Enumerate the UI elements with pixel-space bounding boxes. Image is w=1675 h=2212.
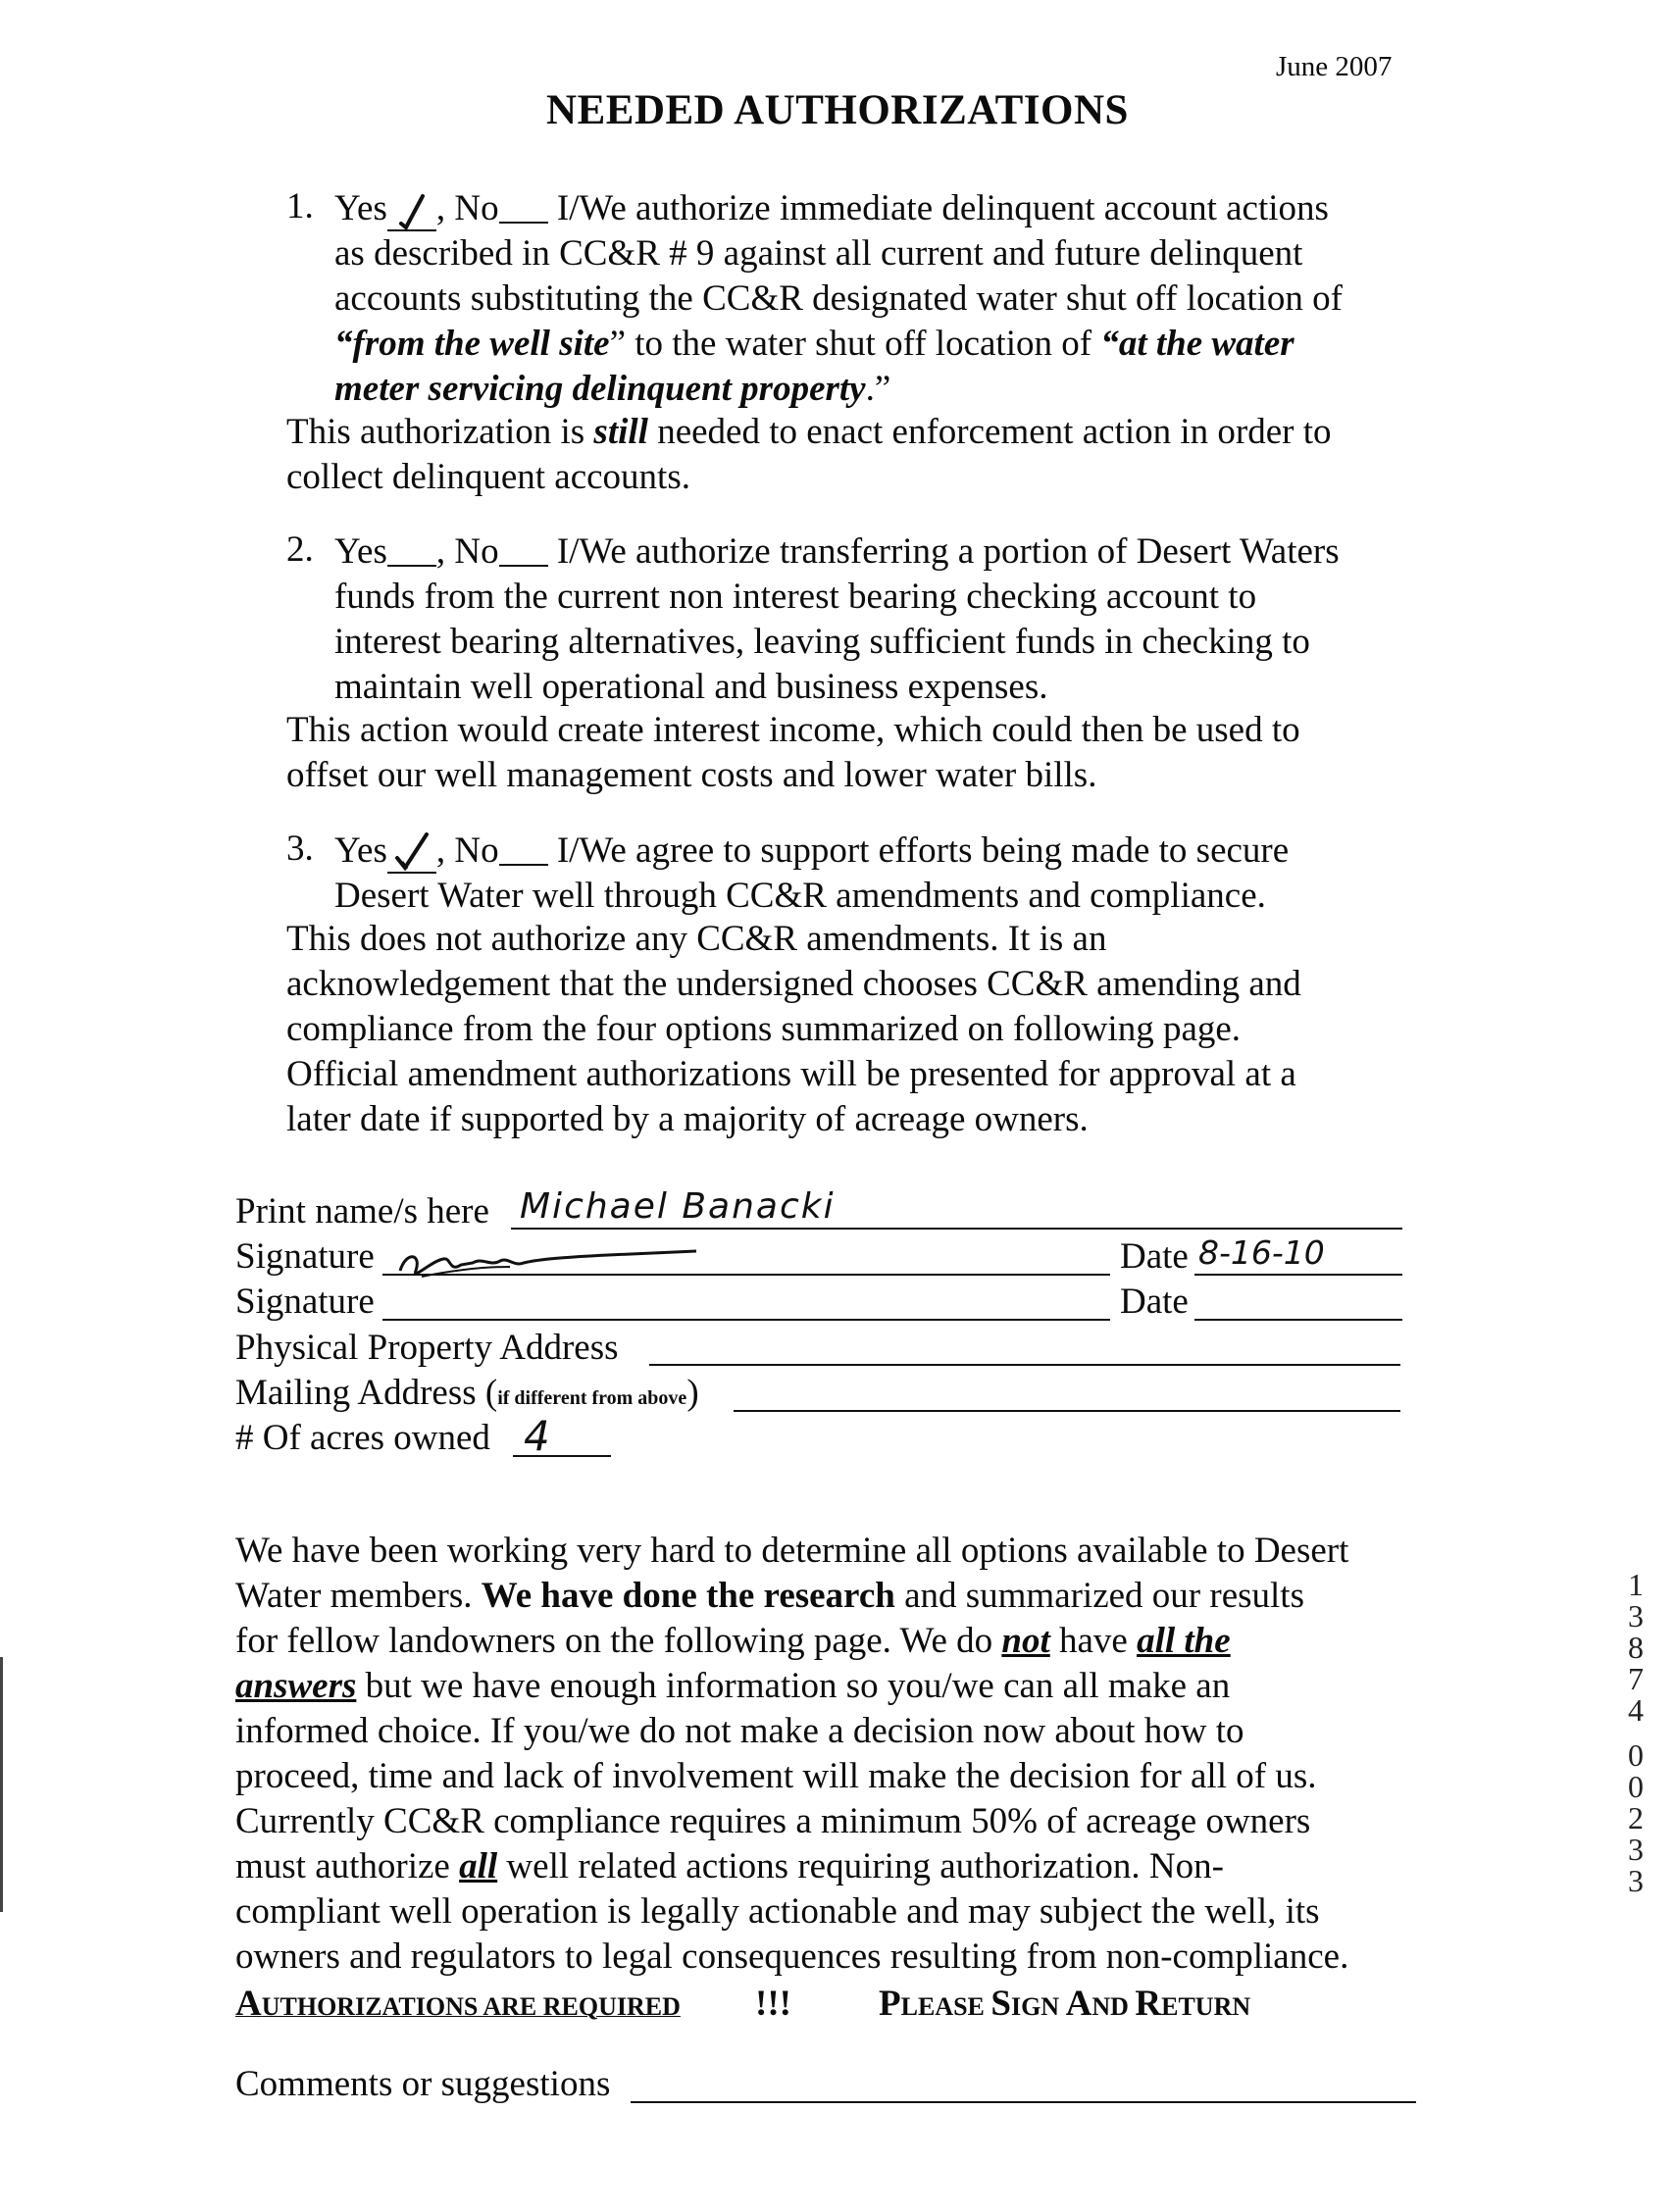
emphasis-text: from the well site	[352, 324, 610, 364]
signature-field-2[interactable]	[382, 1319, 1110, 1321]
item-3-line-2: Desert Water well through CC&R amendments and compliance.	[334, 876, 1266, 916]
no-label: , No	[435, 830, 499, 871]
signature-label: Signature	[235, 1236, 375, 1277]
physical-address-label: Physical Property Address	[235, 1328, 619, 1368]
emphasis-text: all	[459, 1846, 498, 1886]
item-2-line-4: maintain well operational and business expenses.	[334, 667, 1048, 707]
print-name-handwriting: Michael Banacki	[520, 1186, 836, 1227]
exclamation: !!!	[755, 1984, 791, 2024]
item-1-yes-field[interactable]	[387, 190, 436, 231]
comments-label: Comments or suggestions	[235, 2064, 611, 2104]
emphasis-text: all the	[1137, 1621, 1231, 1661]
item-2-question	[334, 528, 1443, 710]
item-1-line-3: accounts substituting the CC&R designated water shut off location of	[334, 278, 1343, 319]
item-2-line-2: funds from the current non interest bearing checking account to	[334, 577, 1257, 617]
item-1-note: This authorization is still needed to enact enforcement action in order to collect delinquent accounts.	[286, 412, 1332, 497]
mailing-address-field[interactable]	[734, 1410, 1400, 1412]
document-date: June 2007	[1276, 51, 1393, 82]
date-field-2[interactable]	[1194, 1319, 1402, 1321]
date-field-1[interactable]	[1194, 1274, 1402, 1276]
item-2-no-field[interactable]	[499, 531, 548, 567]
item-3-question	[334, 827, 1433, 919]
item-3-note: This does not authorize any CC&R amendments. It is an acknowledgement that the undersigned chooses CC&R amending and compliance from the four options summarized on following page. Official amendment authorizations will be presented for approval at a later date if supported by a majority of acreage owners.	[286, 919, 1301, 1139]
emphasis-text: “at the water	[1100, 324, 1294, 364]
emphasis-text: We have done the research	[481, 1576, 895, 1616]
print-name-field[interactable]	[511, 1228, 1402, 1230]
date-label-2: Date	[1120, 1282, 1189, 1322]
emphasis-text: answers	[235, 1666, 357, 1706]
physical-address-field[interactable]	[649, 1364, 1400, 1366]
item-1-line-1: I/We authorize immediate delinquent account actions	[556, 188, 1329, 228]
mailing-address-label: Mailing Address (if different from above)	[235, 1373, 699, 1413]
item-1-question	[334, 184, 1433, 412]
yes-label: Yes	[334, 531, 387, 572]
scan-edge-mark	[0, 1657, 3, 1912]
item-1-no-field[interactable]	[499, 188, 548, 224]
no-label: , No	[435, 531, 499, 572]
authorizations-required-notice: AUTHORIZATIONS ARE REQUIRED	[235, 1984, 681, 2024]
emphasis-text: not	[1001, 1621, 1050, 1661]
item-3-line-1: I/We agree to support efforts being made to secure	[556, 830, 1290, 871]
page-title: NEEDED AUTHORIZATIONS	[546, 87, 1129, 133]
checkmark-icon	[387, 190, 436, 229]
item-1-line-4: “from the well site” to the water shut off location of “at the water	[334, 324, 1294, 364]
item-3-no-field[interactable]	[499, 830, 548, 866]
acres-handwriting: 4	[524, 1412, 550, 1460]
no-label: , No	[435, 188, 499, 228]
print-name-label: Print name/s here	[235, 1191, 489, 1232]
emphasis-text: still	[593, 412, 648, 452]
item-2-number: 2.	[286, 529, 314, 570]
item-2-line-1: I/We authorize transferring a portion of Desert Waters	[556, 531, 1340, 572]
date-label: Date	[1120, 1236, 1189, 1277]
yes-label: Yes	[334, 188, 387, 228]
comments-field[interactable]	[631, 2101, 1416, 2103]
item-1-line-2: as described in CC&R # 9 against all current and future delinquent	[334, 233, 1303, 274]
date-handwriting: 8-16-10	[1198, 1233, 1325, 1272]
item-2-yes-field[interactable]	[387, 531, 436, 567]
closing-paragraph: We have been working very hard to determine all options available to Desert Water members. We have done the research and summarized our results for fellow landowners on the following page. We do not have all the answers but we have enough information so you/we can all make an informed choice. If you/we do not make a decision now about how to proceed, time and lack of involvement will make the decision for all of us. Currently CC&R compliance requires a minimum 50% of acreage owners must authorize all well related actions requiring authorization. Non- compliant well operation is legally actionable and may subject the well, its owners and regulators to legal consequences resulting from non-compliance.	[235, 1531, 1349, 1977]
item-3-yes-field[interactable]	[387, 832, 436, 874]
item-2-note: This action would create interest income, which could then be used to offset our well management costs and lower water bills.	[286, 710, 1300, 795]
checkmark-icon	[387, 832, 436, 872]
item-3-number: 3.	[286, 829, 314, 869]
emphasis-text: meter servicing delinquent property	[334, 369, 866, 409]
yes-label: Yes	[334, 830, 387, 871]
acres-owned-label: # Of acres owned	[235, 1418, 490, 1458]
signature-scribble	[392, 1237, 706, 1284]
item-2-line-3: interest bearing alternatives, leaving sufficient funds in checking to	[334, 622, 1310, 662]
please-sign-and-return: PLEASE SIGN AND RETURN	[879, 1984, 1251, 2024]
item-1-number: 1.	[286, 186, 314, 226]
item-1-line-5: meter servicing delinquent property.”	[334, 369, 891, 409]
signature-label-2: Signature	[235, 1282, 375, 1322]
bates-stamp: 1 3 8 7 4 0 0 2 3 3	[1628, 1567, 1644, 1898]
